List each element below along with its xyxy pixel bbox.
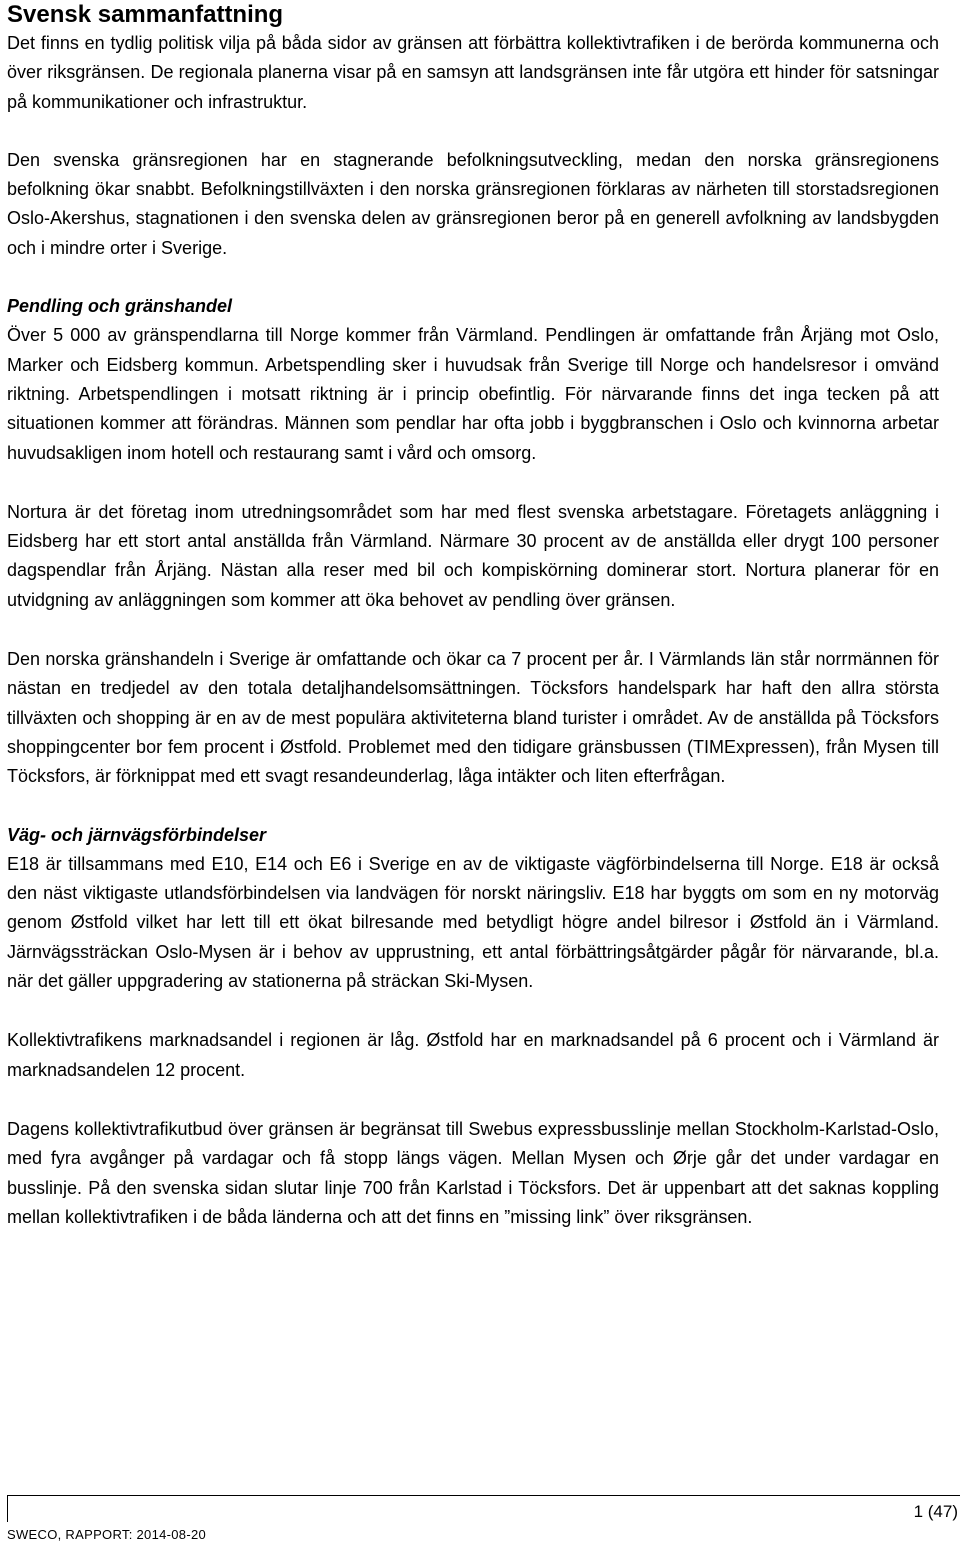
footer-report-label: SWECO, RAPPORT: 2014-08-20 (7, 1527, 207, 1542)
page-number: 1 (47) (913, 1502, 958, 1521)
footer-divider-tick (7, 1495, 8, 1522)
pendling-paragraph-1: Över 5 000 av gränspendlarna till Norge kommer från Värmland. Pendlingen är omfattande från Årjäng mot Oslo, Marker och Eidsberg kommun. Arbetspendling sker i huvudsak från Sverige till Norge och handelsresor i omvänd riktning. Arbetspendlingen i motsatt riktning är i princip obefintlig. För närvarande finns det inga tecken på att situationen kommer att förändras. Männen som pendlar har ofta jobb i byggbranschen i Oslo och kvinnorna arbetar huvudsakligen inom hotell och restaurang samt i vård och omsorg. (7, 325, 939, 463)
pendling-paragraph-3: Den norska gränshandeln i Sverige är omfattande och ökar ca 7 procent per år. I Värmlands län står norrmännen för nästan en tredjedel av den totala detaljhandelsomsättningen. Töcksfors handelspark har haft den allra största tillväxten och shopping är en av de mest populära aktiviteterna bland turister i området. Av de anställda på Töcksfors shoppingcenter bor fem procent i Østfold. Problemet med den tidigare gränsbussen (TIMExpressen), från Mysen till Töcksfors, är förknippat med ett svagt resandeunderlag, låga intäkter och liten efterfrågan. (7, 649, 939, 787)
section-heading-vag: Väg- och järnvägsförbindelser (7, 824, 267, 845)
intro-paragraph-2: Den svenska gränsregionen har en stagnerande befolkningsutveckling, medan den norska gränsregionens befolkning ökar snabbt. Befolkningstillväxten i den norska gränsregionen förklaras av närheten till storstadsregionen Oslo-Akershus, stagnationen i den svenska delen av gränsregionen beror på en generell avfolkning av landsbygden och i mindre orter i Sverige. (7, 149, 939, 258)
vag-paragraph-3: Dagens kollektivtrafikutbud över gränsen är begränsat till Swebus expressbusslinje mellan Stockholm-Karlstad-Oslo, med fyra avgånger på vardagar och få stopp längs vägen. Mellan Mysen och Ørje går det under vardagar en busslinje. På den svenska sidan slutar linje 700 från Karlstad i Töcksfors. Det är uppenbart att det saknas koppling mellan kollektivtrafiken i de båda länderna och att det finns en ”missing link” över riksgränsen. (7, 1118, 939, 1227)
footer-divider (7, 1495, 960, 1496)
pendling-paragraph-2: Nortura är det företag inom utredningsområdet som har med flest svenska arbetstagare. Företagets anläggning i Eidsberg har ett stort antal anställda från Värmland. Närmare 30 procent av de anställda eller drygt 100 personer dagspendlar från Årjäng. Nästan alla reser med bil och kompiskörning dominerar stort. Nortura planerar för en utvidgning av anläggningen som kommer att öka behovet av pendling över gränsen. (7, 501, 939, 610)
vag-paragraph-1: E18 är tillsammans med E10, E14 och E6 i Sverige en av de viktigaste vägförbindelserna till Norge. E18 är också den näst viktigaste utlandsförbindelsen via landvägen för norskt näringsliv. E18 har byggts om som en ny motorväg genom Østfold vilket har lett till ett ökat bilresande med betydligt högre andel bilresor i Østfold än i Värmland. Järnvägssträckan Oslo-Mysen är i behov av upprustning, ett antal förbättringsåtgärder pågår för närvarande, bl.a. när det gäller uppgradering av stationerna på sträckan Ski-Mysen. (7, 853, 939, 992)
section-heading-pendling: Pendling och gränshandel (7, 296, 233, 317)
document-title: Svensk sammanfattning (7, 1, 284, 28)
vag-paragraph-2: Kollektivtrafikens marknadsandel i regionen är låg. Østfold har en marknadsandel på 6 procent och i Värmland är marknadsandelen 12 procent. (7, 1030, 939, 1080)
document-page (7, 0, 939, 1232)
intro-paragraph-1: Det finns en tydlig politisk vilja på båda sidor av gränsen att förbättra kollektivtrafiken i de berörda kommunerna och över riksgränsen. De regionala planerna visar på en samsyn att landsgränsen inte får utgöra ett hinder för satsningar på kommunikationer och infrastruktur. (7, 33, 939, 112)
